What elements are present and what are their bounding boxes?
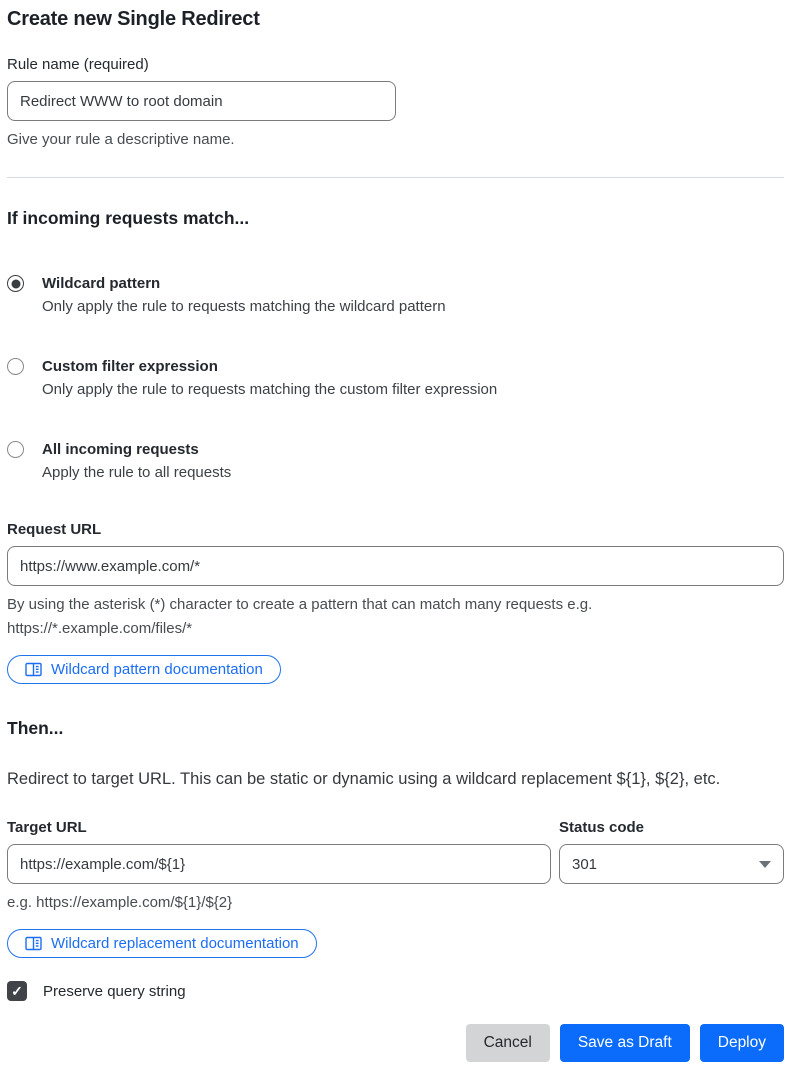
radio-option-custom-filter-expression[interactable] [7, 356, 784, 401]
chevron-down-icon [759, 861, 771, 868]
page-title: Create new Single Redirect [7, 8, 260, 30]
wildcard-replacement-docs-label: Wildcard replacement documentation [51, 935, 299, 952]
request-url-help-line1: By using the asterisk (*) character to create a pattern that can match many requests e.g. [7, 596, 593, 613]
radio-button-icon[interactable] [7, 275, 24, 292]
radio-option-label: Wildcard pattern [42, 275, 161, 292]
match-type-radio-group [7, 273, 784, 484]
footer-actions [7, 1024, 784, 1062]
target-url-help: e.g. https://example.com/${1}/${2} [7, 894, 233, 911]
wildcard-pattern-docs-button[interactable] [7, 655, 281, 684]
status-code-select[interactable] [559, 844, 784, 884]
radio-option-description: Apply the rule to all requests [42, 464, 232, 481]
save-as-draft-button[interactable]: Save as Draft [560, 1024, 690, 1062]
open-book-icon [25, 662, 42, 677]
wildcard-pattern-docs-label: Wildcard pattern documentation [51, 661, 263, 678]
radio-option-description: Only apply the rule to requests matching the custom filter expression [42, 381, 498, 398]
rule-name-help: Give your rule a descriptive name. [7, 131, 235, 148]
status-code-label: Status code [559, 819, 645, 836]
radio-option-description: Only apply the rule to requests matching the wildcard pattern [42, 298, 446, 315]
radio-option-all-incoming-requests[interactable] [7, 439, 784, 484]
wildcard-replacement-docs-button[interactable] [7, 929, 317, 958]
target-url-input[interactable] [7, 844, 551, 884]
match-section-heading: If incoming requests match... [7, 208, 250, 228]
open-book-icon [25, 936, 42, 951]
preserve-query-string-label: Preserve query string [43, 982, 186, 1000]
request-url-input[interactable] [7, 546, 784, 586]
target-url-label: Target URL [7, 819, 87, 836]
preserve-query-string-row[interactable] [7, 981, 784, 1001]
section-divider [7, 177, 784, 178]
then-section-heading: Then... [7, 718, 64, 738]
cancel-button[interactable]: Cancel [466, 1024, 550, 1062]
request-url-label: Request URL [7, 521, 102, 538]
checkbox-checked-icon[interactable]: ✓ [7, 981, 27, 1001]
rule-name-input[interactable] [7, 81, 396, 121]
radio-button-icon[interactable] [7, 441, 24, 458]
radio-option-wildcard-pattern[interactable] [7, 273, 784, 318]
then-section-description: Redirect to target URL. This can be static or dynamic using a wildcard replacement ${1}, ${2}, etc. [7, 770, 721, 788]
request-url-help [7, 593, 784, 641]
radio-option-label: Custom filter expression [42, 358, 218, 375]
status-code-value: 301 [572, 855, 598, 873]
radio-option-label: All incoming requests [42, 441, 199, 458]
request-url-help-line2: https://*.example.com/files/* [7, 620, 193, 637]
deploy-button[interactable]: Deploy [700, 1024, 784, 1062]
radio-button-icon[interactable] [7, 358, 24, 375]
rule-name-label: Rule name (required) [7, 56, 149, 73]
